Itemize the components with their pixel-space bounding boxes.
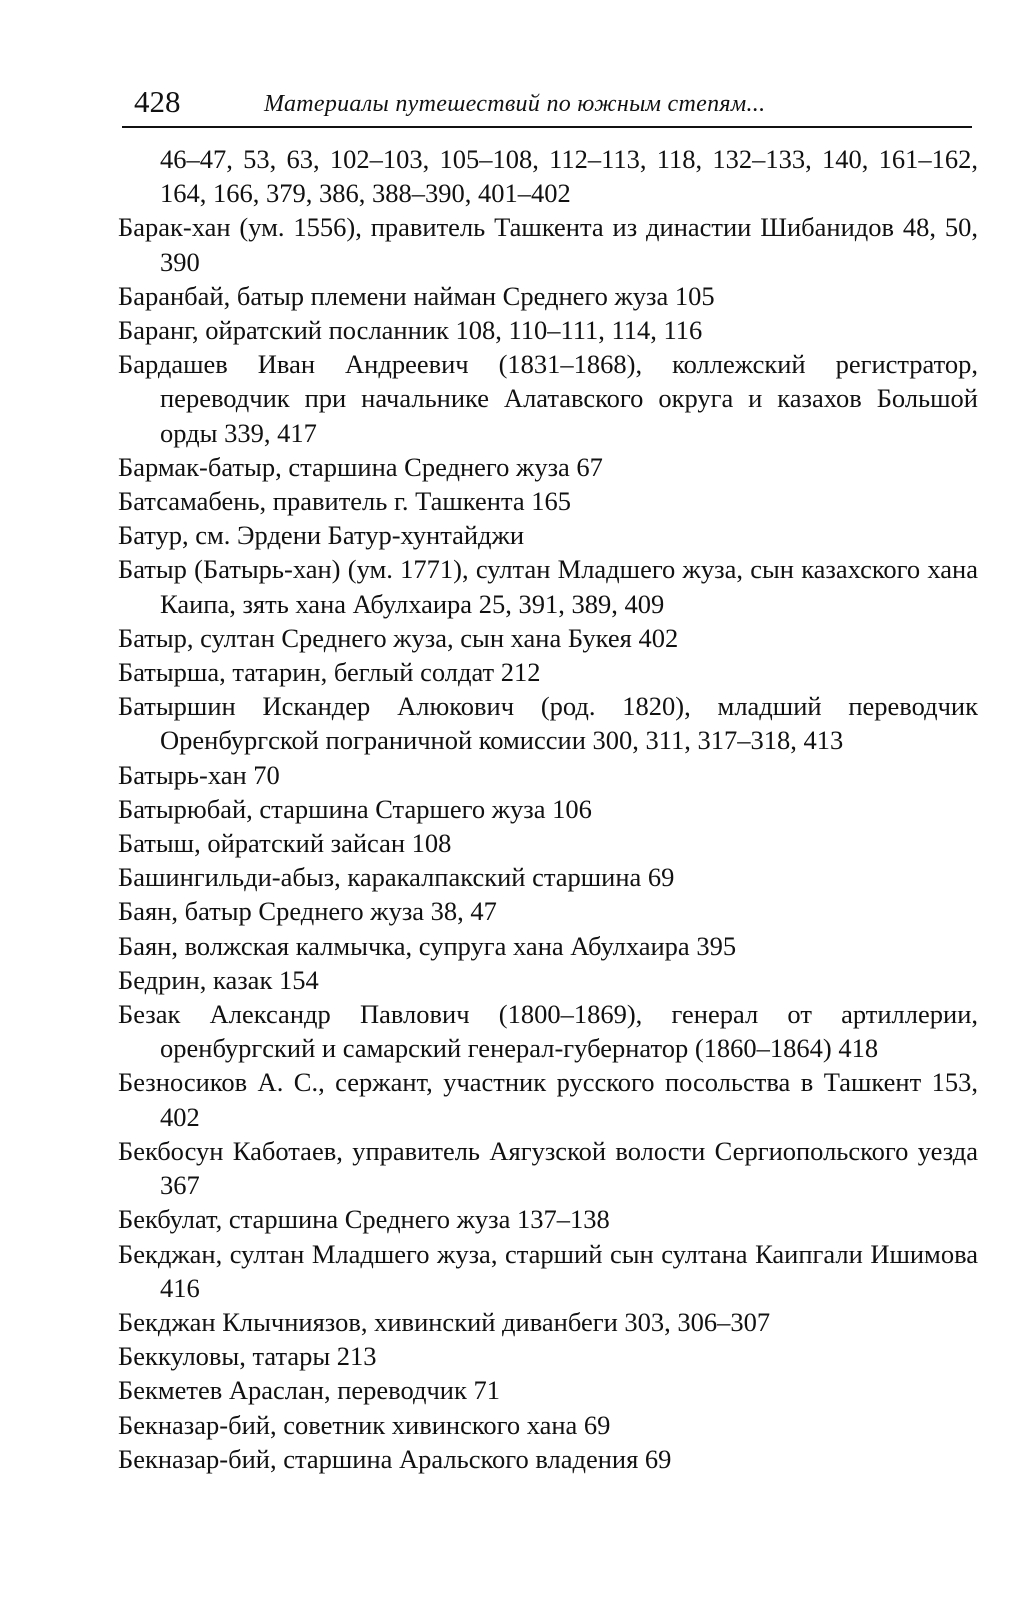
index-entry: Беккуловы, татары 213 <box>118 1341 377 1372</box>
index-entry: Бекбосун Каботаев, управитель Аягузской волости Сергиопольского уезда 367 <box>118 1135 978 1201</box>
index-entry: Батсамабень, правитель г. Ташкента 165 <box>118 486 571 517</box>
index-entry: Бедрин, казак 154 <box>118 964 319 995</box>
index-entry: Баян, волжская калмычка, супруга хана Абулхаира 395 <box>118 930 737 961</box>
entry-continuation: 46–47, 53, 63, 102–103, 105–108, 112–113, 118, 132–133, 140, 161–162, 164, 166, 379, 386, 388–390, 401–402 <box>160 144 978 209</box>
index-entry: Бекджан, султан Младшего жуза, старший сын султана Каипгали Ишимова 416 <box>118 1238 978 1303</box>
page-header <box>122 78 972 128</box>
page-number: 428 <box>134 84 181 119</box>
index-entry: Барак-хан (ум. 1556), правитель Ташкента из династии Шибанидов 48, 50, 390 <box>118 212 978 277</box>
index-entry: Бармак-батыр, старшина Среднего жуза 67 <box>118 451 603 482</box>
index-entry: Батыр, султан Среднего жуза, сын хана Букея 402 <box>118 622 679 653</box>
index-entry: Батыш, ойратский зайсан 108 <box>118 828 452 859</box>
index-entry: Безносиков А. С., сержант, участник русского посольства в Ташкент 153, 402 <box>118 1067 978 1132</box>
index-entry: Бекназар-бий, старшина Аральского владения 69 <box>118 1443 672 1474</box>
index-entry: Башингильди-абыз, каракалпакский старшина 69 <box>118 862 675 893</box>
index-entry: Баян, батыр Среднего жуза 38, 47 <box>118 896 497 927</box>
index-entry: Безак Александр Павлович (1800–1869), генерал от артиллерии, оренбургский и самарский генерал-губернатор (1860–1864) 418 <box>118 999 978 1064</box>
index-entry: Батыр (Батырь-хан) (ум. 1771), султан Младшего жуза, сын казахского хана Каипа, зять хана Абулхаира 25, 391, 389, 409 <box>118 554 978 619</box>
running-title: Материалы путешествий по южным степям... <box>264 91 766 117</box>
index-entry: Батырь-хан 70 <box>118 759 280 790</box>
index-entry: Бекметев Араслан, переводчик 71 <box>118 1375 500 1406</box>
index-entry: Бардашев Иван Андреевич (1831–1868), коллежский регистратор, переводчик при начальнике Алатавского округа и казахов Большой орды 339, 417 <box>118 349 978 448</box>
index-entry: Батырша, татарин, беглый солдат 212 <box>118 657 541 688</box>
index-entry: Бекбулат, старшина Среднего жуза 137–138 <box>118 1204 610 1235</box>
index-entry: Бекназар-бий, советник хивинского хана 69 <box>118 1409 611 1440</box>
index-entry: Бекджан Клычниязов, хивинский диванбеги 303, 306–307 <box>118 1306 771 1337</box>
index-entry: Батур, см. Эрдени Батур-хунтайджи <box>118 520 525 551</box>
index-entry: Баранбай, батыр племени найман Среднего жуза 105 <box>118 280 715 311</box>
index-entry: Баранг, ойратский посланник 108, 110–111, 114, 116 <box>118 315 703 346</box>
index-entry: Батыршин Искандер Алюкович (род. 1820), младший переводчик Оренбургской пограничной комиссии 300, 311, 317–318, 413 <box>118 691 978 756</box>
index-entries <box>118 142 978 1476</box>
index-entry: Батырюбай, старшина Старшего жуза 106 <box>118 793 592 824</box>
